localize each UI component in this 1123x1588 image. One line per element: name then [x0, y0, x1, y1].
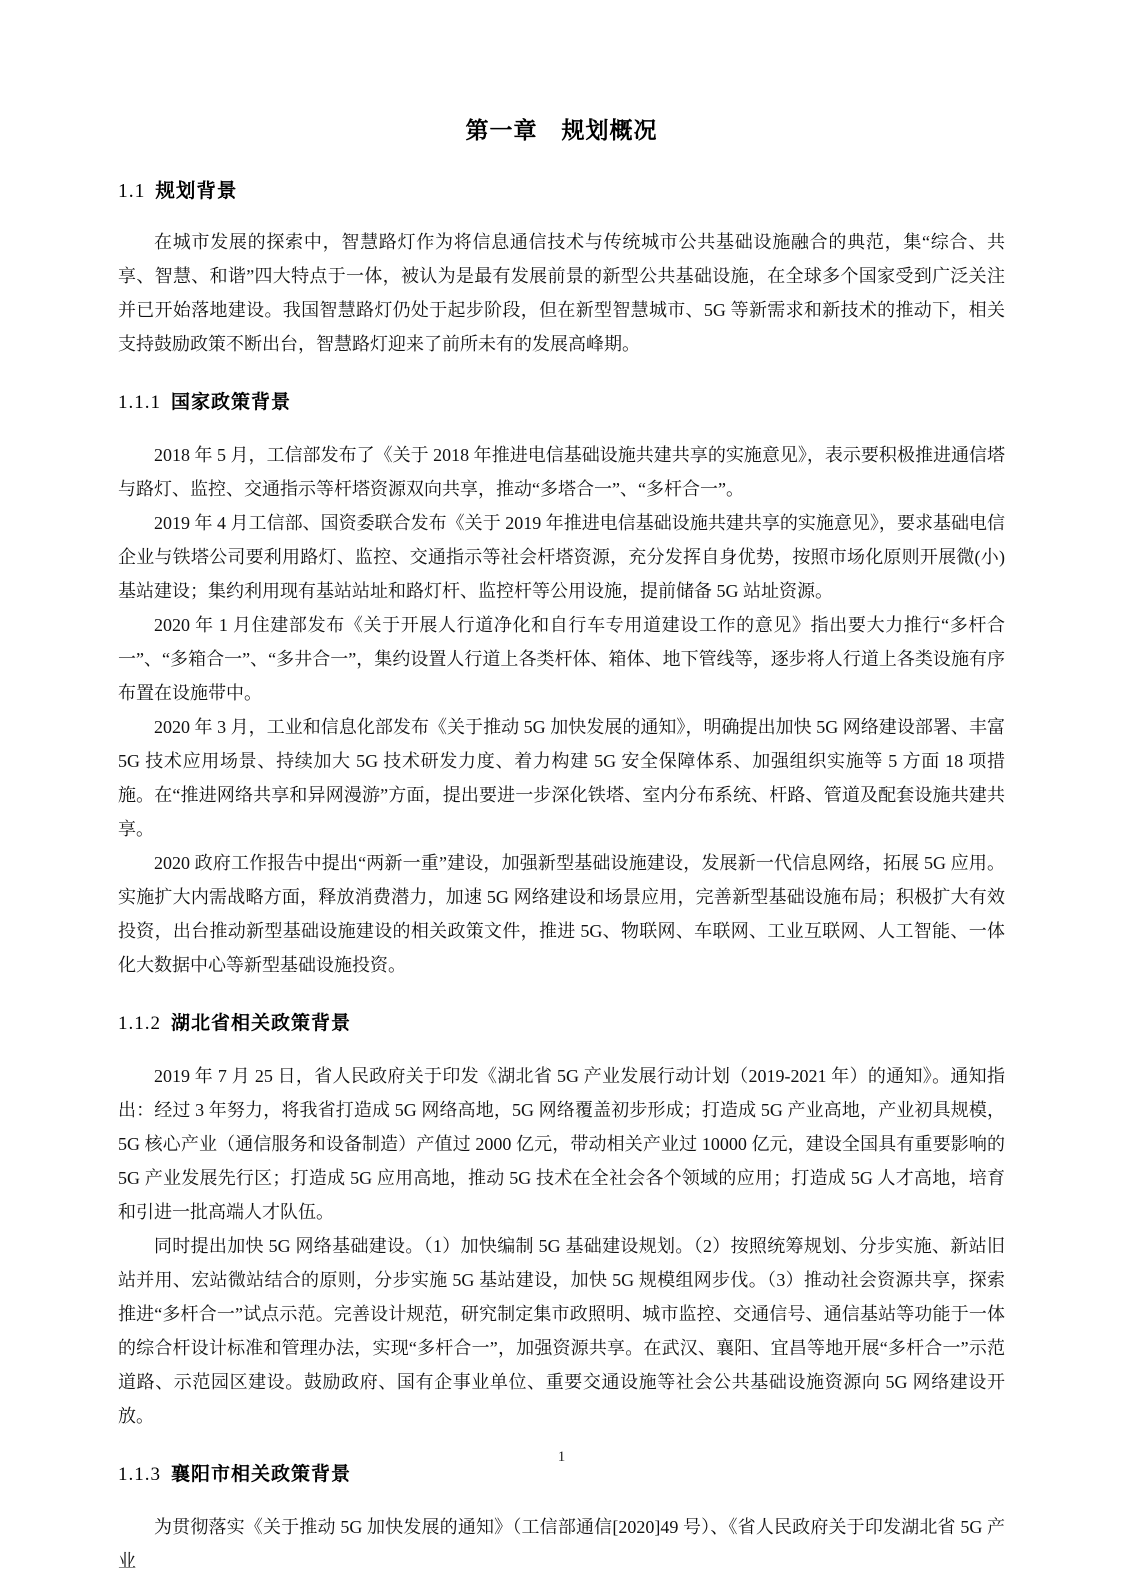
heading-text: 规划背景	[155, 180, 238, 202]
paragraph: 2020 年 1 月住建部发布《关于开展人行道净化和自行车专用道建设工作的意见》指出要大力推行“多杆合一”、“多箱合一”、“多井合一”，集约设置人行道上各类杆体、箱体、地下管线等，逐步将人行道上各类设施有序布置在设施带中。	[118, 615, 1005, 703]
heading-text: 国家政策背景	[171, 392, 292, 413]
section-planning-background	[118, 175, 1005, 361]
section-xiangyang-policy	[118, 1459, 1005, 1578]
heading-number: 1.1	[118, 181, 146, 202]
paragraph: 2018 年 5 月，工信部发布了《关于 2018 年推进电信基础设施共建共享的实施意见》，表示要积极推进通信塔与路灯、监控、交通指示等杆塔资源双向共享，推动“多塔合一”、“多杆合一”。	[118, 445, 1005, 499]
paragraph: 在城市发展的探索中，智慧路灯作为将信息通信技术与传统城市公共基础设施融合的典范，集“综合、共享、智慧、和谐”四大特点于一体，被认为是最有发展前景的新型公共基础设施，在全球多个国家受到广泛关注并已开始落地建设。我国智慧路灯仍处于起步阶段，但在新型智慧城市、5G 等新需求和新技术的推动下，相关支持鼓励政策不断出台，智慧路灯迎来了前所未有的发展高峰期。	[118, 232, 1005, 354]
paragraph: 2019 年 7 月 25 日，省人民政府关于印发《湖北省 5G 产业发展行动计划（2019-2021 年）的通知》。通知指出：经过 3 年努力，将我省打造成 5G 网络高地，5G 网络覆盖初步形成；打造成 5G 产业高地，产业初具规模，5G 核心产业（通信服务和设备制造）产值过 2000 亿元，带动相关产业过 10000 亿元，建设全国具有重要影响的 5G 产业发展先行区；打造成 5G 应用高地，推动 5G 技术在全社会各个领域的应用；打造成 5G 人才高地，培育和引进一批高端人才队伍。	[118, 1066, 1005, 1222]
section-heading-1-1	[118, 175, 1005, 203]
section-national-policy	[118, 387, 1005, 982]
paragraph: 为贯彻落实《关于推动 5G 加快发展的通知》（工信部通信[2020]49 号）、《省人民政府关于印发湖北省 5G 产业	[118, 1517, 1005, 1571]
chapter-title: 第一章 规划概况	[465, 117, 658, 143]
paragraph: 2019 年 4 月工信部、国资委联合发布《关于 2019 年推进电信基础设施共建共享的实施意见》，要求基础电信企业与铁塔公司要利用路灯、监控、交通指示等社会杆塔资源，充分发挥自身优势，按照市场化原则开展微(小)基站建设；集约利用现有基站站址和路灯杆、监控杆等公用设施，提前储备 5G 站址资源。	[118, 513, 1005, 601]
paragraph: 2020 政府工作报告中提出“两新一重”建设，加强新型基础设施建设，发展新一代信息网络，拓展 5G 应用。实施扩大内需战略方面，释放消费潜力，加速 5G 网络建设和场景应用，完善新型基础设施布局；积极扩大有效投资，出台推动新型基础设施建设的相关政策文件，推进 5G、物联网、车联网、工业互联网、人工智能、一体化大数据中心等新型基础设施投资。	[118, 853, 1005, 975]
page-number: 1	[557, 1449, 566, 1465]
paragraph: 2020 年 3 月，工业和信息化部发布《关于推动 5G 加快发展的通知》，明确提出加快 5G 网络建设部署、丰富 5G 技术应用场景、持续加大 5G 技术研发力度、着力构建 5G 安全保障体系、加强组织实施等 5 方面 18 项措施。在“推进网络共享和异网漫游”方面，提出要进一步深化铁塔、室内分布系统、杆路、管道及配套设施共建共享。	[118, 717, 1005, 839]
heading-number: 1.1.3	[118, 1464, 161, 1485]
heading-number: 1.1.1	[118, 392, 161, 413]
section-hubei-policy	[118, 1008, 1005, 1433]
section-heading-1-1-2	[118, 1008, 1005, 1035]
heading-number: 1.1.2	[118, 1013, 161, 1034]
heading-text: 襄阳市相关政策背景	[171, 1464, 352, 1485]
paragraph: 同时提出加快 5G 网络基础建设。（1）加快编制 5G 基础建设规划。（2）按照统筹规划、分步实施、新站旧站并用、宏站微站结合的原则，分步实施 5G 基站建设，加快 5G 规模组网步伐。（3）推动社会资源共享，探索推进“多杆合一”试点示范。完善设计规范，研究制定集市政照明、城市监控、交通信号、通信基站等功能于一体的综合杆设计标准和管理办法，实现“多杆合一”，加强资源共享。在武汉、襄阳、宜昌等地开展“多杆合一”示范道路、示范园区建设。鼓励政府、国有企事业单位、重要交通设施等社会公共基础设施资源向 5G 网络建设开放。	[118, 1236, 1005, 1426]
section-heading-1-1-1	[118, 387, 1005, 414]
heading-text: 湖北省相关政策背景	[171, 1013, 352, 1034]
